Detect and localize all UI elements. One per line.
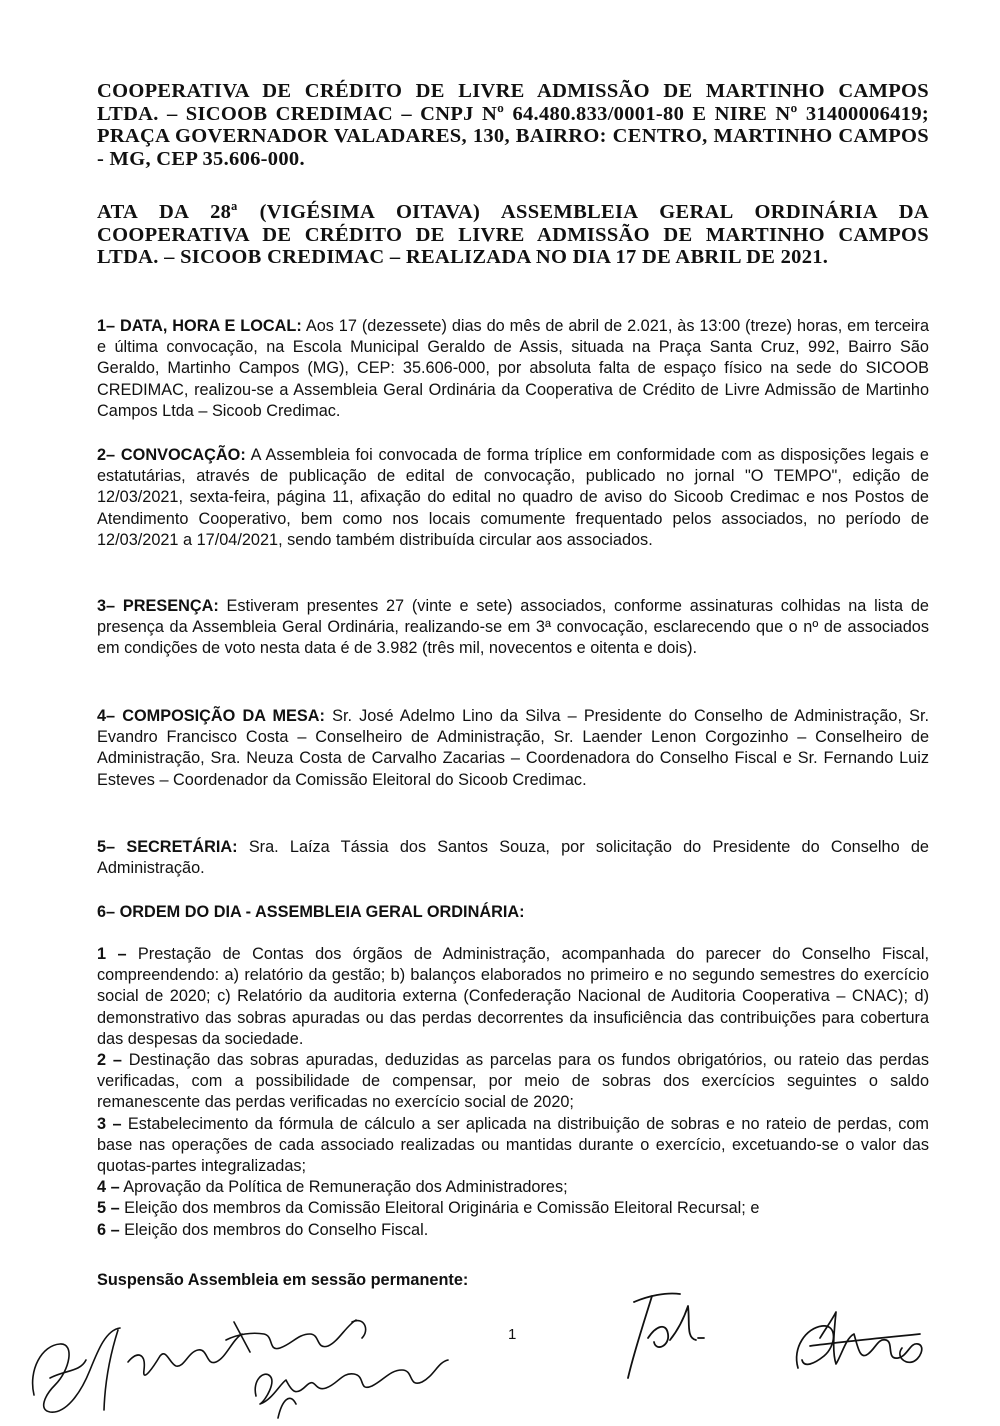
suspension-note: Suspensão Assembleia em sessão permanente: — [97, 1271, 469, 1289]
agenda-item-text: Eleição dos membros da Comissão Eleitoral Originária e Comissão Eleitoral Recursal; e — [119, 1199, 760, 1218]
agenda-item — [97, 1198, 929, 1219]
section-text: Estiveram presentes 27 (vinte e sete) associados, conforme assinaturas colhidas na lista de presença da Assembleia Geral Ordinária, realizando-se em 3ª convocação, esclarecendo que o nº de associados em condições de voto nesta data é de 3.982 (três mil, novecentos e oitenta e dois). — [97, 597, 929, 658]
agenda-item-number: 5 – — [97, 1199, 120, 1218]
agenda-item — [97, 1114, 929, 1178]
agenda-item-number: 3 – — [97, 1114, 122, 1133]
section-text: Sr. José Adelmo Lino da Silva – Presidente do Conselho de Administração, Sr. Evandro Francisco Costa – Conselheiro de Administração, Sr. Laender Lenon Corgozinho – Conselheiro de Administração, Sra. Neuza Costa de Carvalho Zacarias – Coordenadora do Conselho Fiscal e Sr. Fernando Luiz Esteves – Coordenador da Comissão Eleitoral do Sicoob Credimac. — [97, 707, 929, 789]
agenda-item-text: Estabelecimento da fórmula de cálculo a ser aplicada na distribuição de sobras e no rateio de perdas, com base nas operações de cada associado realizadas ou mantidas durante o exercício, excetuando-se o valor das quotas-partes integralizadas; — [97, 1114, 929, 1176]
page-number: 1 — [508, 1326, 517, 1343]
section-agenda-heading: 6– ORDEM DO DIA - ASSEMBLEIA GERAL ORDINÁRIA: — [97, 903, 525, 921]
agenda-item-text: Eleição dos membros do Conselho Fiscal. — [119, 1220, 429, 1239]
agenda-item-number: 2 – — [97, 1051, 122, 1070]
cooperative-header: COOPERATIVA DE CRÉDITO DE LIVRE ADMISSÃO DE MARTINHO CAMPOS LTDA. – SICOOB CREDIMAC – CNPJ Nº 64.480.833/0001-80 E NIRE Nº 31400006419; PRAÇA GOVERNADOR VALADARES, 130, BAIRRO: CENTRO, MARTINHO CAMPOS - MG, CEP 35.606-000. — [97, 80, 929, 170]
section-text: Sra. Laíza Tássia dos Santos Souza, por solicitação do Presidente do Conselho de Administração. — [97, 838, 929, 878]
section-heading: 3– PRESENÇA: — [97, 597, 219, 615]
signature-right — [780, 1298, 930, 1388]
section-board-composition — [97, 706, 929, 791]
section-heading: 5– SECRETÁRIA: — [97, 838, 238, 856]
agenda-item-number: 6 – — [97, 1220, 120, 1239]
section-heading: 2– CONVOCAÇÃO: — [97, 446, 246, 464]
agenda-item-text: Aprovação da Política de Remuneração dos Administradores; — [119, 1178, 568, 1197]
agenda-item — [97, 1220, 929, 1241]
section-text: A Assembleia foi convocada de forma tríplice em conformidade com as disposições legais e estatutárias, através de publicação de edital de convocação, publicado no jornal "O TEMPO", edição de 12/03/2021, sexta-feira, página 11, afixação do edital no quadro de aviso do Sicoob Credimac e nos Postos de Atendimento Cooperativo, bem como nos locais comumente frequentado pelos associados, no período de 12/03/2021 a 17/04/2021, sendo também distribuída circular aos associados. — [97, 446, 929, 549]
agenda-item-text: Destinação das sobras apuradas, deduzidas as parcelas para os fundos obrigatórios, ou rateio das perdas verificadas, com a possibilidade de compensar, por meio de sobras dos exercícios seguintes o saldo remanescente das perdas verificadas no exercício social de 2020; — [97, 1051, 929, 1112]
agenda-item-number: 1 – — [97, 945, 127, 963]
agenda-item — [97, 1177, 929, 1198]
signature-middle — [608, 1282, 718, 1382]
section-heading: 4– COMPOSIÇÃO DA MESA: — [97, 707, 325, 725]
agenda-list — [97, 944, 929, 1241]
section-convocation — [97, 445, 929, 551]
section-text: Aos 17 (dezessete) dias do mês de abril de 2.021, às 13:00 (treze) horas, em terceira e última convocação, na Escola Municipal Geraldo de Assis, situada na Praça Santa Cruz, 992, Bairro São Geraldo, Martinho Campos (MG), CEP: 35.606-000, por absoluta falta de espaço físico na sede do SICOOB CREDIMAC, realizou-se a Assembleia Geral Ordinária da Cooperativa de Crédito de Livre Admissão de Martinho Campos Ltda – Sicoob Credimac. — [97, 317, 930, 420]
agenda-item — [97, 944, 929, 1050]
agenda-item — [97, 1050, 929, 1114]
agenda-item-number: 4 – — [97, 1178, 120, 1197]
signature-left — [20, 1300, 460, 1426]
agenda-item-text: Prestação de Contas dos órgãos de Administração, acompanhada do parecer do Conselho Fiscal, compreendendo: a) relatório da gestão; b) balanços elaborados no primeiro e no segundo semestres do exercício social de 2020; c) Relatório da auditoria externa (Confederação Nacional de Auditoria Cooperativa – CNAC); d) demonstrativo das sobras apuradas ou das perdas decorrentes da insuficiência das contribuições para cobertura das despesas da sociedade. — [97, 945, 929, 1048]
minutes-title: ATA DA 28ª (VIGÉSIMA OITAVA) ASSEMBLEIA GERAL ORDINÁRIA DA COOPERATIVA DE CRÉDITO DE LIVRE ADMISSÃO DE MARTINHO CAMPOS LTDA. – SICOOB CREDIMAC – REALIZADA NO DIA 17 DE ABRIL DE 2021. — [97, 201, 929, 268]
section-date-time-location — [97, 316, 929, 422]
section-secretary — [97, 837, 929, 879]
section-presence — [97, 596, 929, 660]
section-heading: 1– DATA, HORA E LOCAL: — [97, 317, 302, 335]
